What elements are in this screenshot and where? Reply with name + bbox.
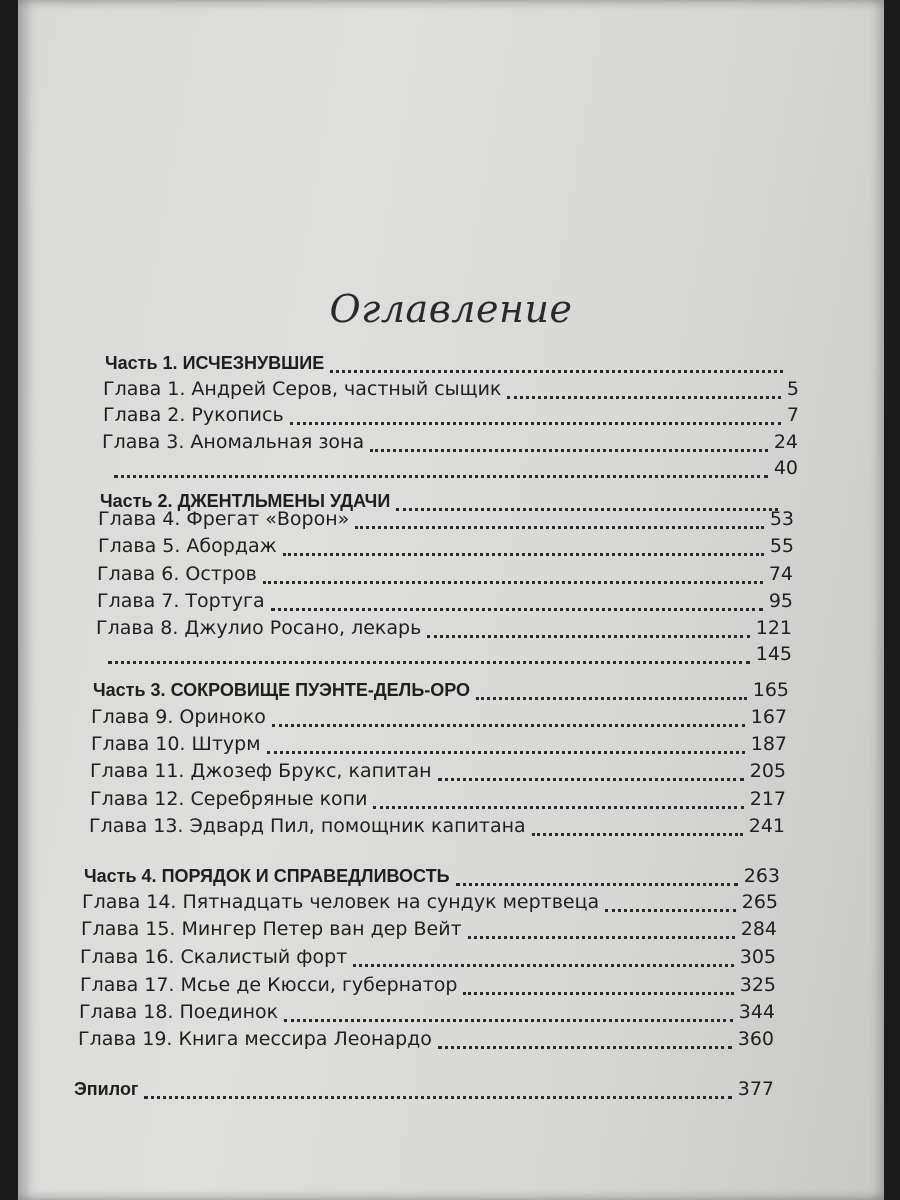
toc-page-number: 360 [737, 1028, 774, 1050]
toc-leader-dots [355, 521, 764, 529]
toc-page-number: 325 [739, 974, 776, 996]
toc-leader-dots [605, 904, 736, 912]
toc-leader-dots [283, 548, 764, 556]
toc-part-label: Часть 2. ДЖЕНТЛЬМЕНЫ УДАЧИ [100, 491, 391, 511]
toc-chapter-row [97, 590, 793, 616]
toc-part-row [93, 679, 789, 705]
toc-chapter-row [97, 563, 793, 589]
toc-leader-dots [290, 417, 781, 425]
toc-chapter-label: Глава 4. Фрегат «Ворон» [98, 508, 350, 530]
toc-page-number: 55 [769, 535, 794, 557]
toc-chapter-label: Глава 15. Мингер Петер ван дер Вейт [81, 918, 462, 940]
toc-page-number: 53 [769, 508, 794, 530]
toc-page-number: 95 [768, 590, 793, 612]
toc-leader-dots [114, 470, 768, 478]
toc-chapter-row [90, 788, 786, 814]
toc-chapter-row [81, 918, 777, 944]
toc-page-number: 74 [768, 563, 793, 585]
toc-chapter-label: Глава 14. Пятнадцать человек на сундук мертвеца [82, 891, 600, 913]
toc-chapter-row [78, 1028, 774, 1054]
toc-chapter-label: Глава 12. Серебряные копи [90, 788, 368, 810]
table-of-contents [18, 0, 884, 1200]
toc-page-number: 205 [749, 760, 786, 782]
toc-chapter-row [102, 457, 798, 483]
toc-chapter-row [98, 535, 794, 561]
toc-chapter-label: Глава 10. Штурм [91, 733, 261, 755]
toc-leader-dots [271, 603, 763, 611]
toc-leader-dots [267, 746, 745, 754]
toc-epilogue-label: Эпилог [74, 1079, 139, 1099]
toc-leader-dots [284, 1014, 733, 1022]
toc-epilogue-row [74, 1078, 774, 1104]
toc-leader-dots [330, 365, 783, 373]
toc-page-number: 344 [738, 1001, 775, 1023]
toc-chapter-label: Глава 8. Джулио Росано, лекарь [96, 617, 422, 639]
toc-chapter-label: Глава 6. Остров [97, 563, 257, 585]
toc-chapter-row [102, 431, 798, 457]
toc-chapter-label: Глава 11. Джозеф Брукс, капитан [90, 760, 432, 782]
toc-page-number: 241 [748, 815, 785, 837]
toc-chapter-row [80, 946, 776, 972]
toc-page-number: 187 [750, 733, 787, 755]
toc-chapter-label: Глава 17. Мсье де Кюсси, губернатор [80, 974, 458, 996]
toc-chapter-label: Глава 18. Поединок [79, 1001, 279, 1023]
toc-page-number: 305 [739, 946, 776, 968]
toc-leader-dots [468, 931, 735, 939]
toc-leader-dots [532, 828, 743, 836]
toc-chapter-label: Глава 16. Скалистый форт [80, 946, 348, 968]
toc-chapter-row [98, 508, 794, 534]
toc-page-number: 284 [740, 918, 777, 940]
toc-page-number: 167 [750, 706, 787, 728]
toc-page-number: 121 [755, 617, 792, 639]
toc-page-number: 145 [755, 643, 792, 665]
toc-leader-dots [272, 719, 745, 727]
toc-page-number: 377 [737, 1078, 774, 1100]
toc-leader-dots [373, 801, 743, 809]
toc-part-row [105, 352, 801, 378]
toc-leader-dots [438, 1041, 732, 1049]
toc-chapter-row [103, 404, 799, 430]
toc-page-number: 217 [749, 788, 786, 810]
toc-leader-dots [353, 959, 733, 967]
toc-part-row [84, 865, 780, 891]
toc-chapter-row [91, 706, 787, 732]
toc-leader-dots [507, 391, 781, 399]
toc-leader-dots [144, 1091, 731, 1099]
toc-leader-dots [456, 878, 738, 886]
toc-chapter-row [103, 378, 799, 404]
toc-page-number: 24 [773, 431, 798, 453]
toc-part-label: Часть 4. ПОРЯДОК И СПРАВЕДЛИВОСТЬ [84, 866, 450, 886]
toc-page-number: 165 [752, 679, 789, 701]
toc-leader-dots [263, 576, 763, 584]
toc-page-number: 40 [773, 457, 798, 479]
toc-leader-dots [427, 630, 749, 638]
toc-leader-dots [463, 987, 733, 995]
toc-leader-dots [370, 444, 768, 452]
toc-page-number: 5 [786, 378, 799, 400]
toc-part-label: Часть 3. СОКРОВИЩЕ ПУЭНТЕ-ДЕЛЬ-ОРО [93, 680, 471, 700]
toc-chapter-label: Глава 7. Тортуга [97, 590, 265, 612]
toc-chapter-row [80, 974, 776, 1000]
toc-chapter-row [96, 617, 792, 643]
toc-chapter-row [96, 643, 792, 669]
toc-page-number: 7 [786, 404, 799, 426]
toc-chapter-label: Глава 19. Книга мессира Леонардо [78, 1028, 432, 1050]
toc-chapter-row [82, 891, 778, 917]
toc-chapter-label: Глава 5. Абордаж [98, 535, 277, 557]
toc-chapter-label: Глава 1. Андрей Серов, частный сыщик [103, 378, 502, 400]
toc-page-number: 265 [741, 891, 778, 913]
toc-leader-dots [438, 773, 744, 781]
toc-chapter-label: Глава 2. Рукопись [103, 404, 284, 426]
toc-chapter-row [79, 1001, 775, 1027]
page-title: Оглавление [329, 287, 573, 331]
toc-leader-dots [108, 656, 750, 664]
toc-chapter-row [91, 733, 787, 759]
toc-page-number: 263 [743, 865, 780, 887]
toc-part-label: Часть 1. ИСЧЕЗНУВШИЕ [105, 353, 325, 373]
toc-chapter-label: Глава 9. Ориноко [91, 706, 266, 728]
book-page [18, 0, 884, 1200]
toc-chapter-row [90, 760, 786, 786]
toc-chapter-row [89, 815, 785, 841]
toc-chapter-label: Глава 13. Эдвард Пил, помощник капитана [89, 815, 526, 837]
toc-leader-dots [476, 692, 747, 700]
toc-chapter-label: Глава 3. Аномальная зона [102, 431, 365, 453]
